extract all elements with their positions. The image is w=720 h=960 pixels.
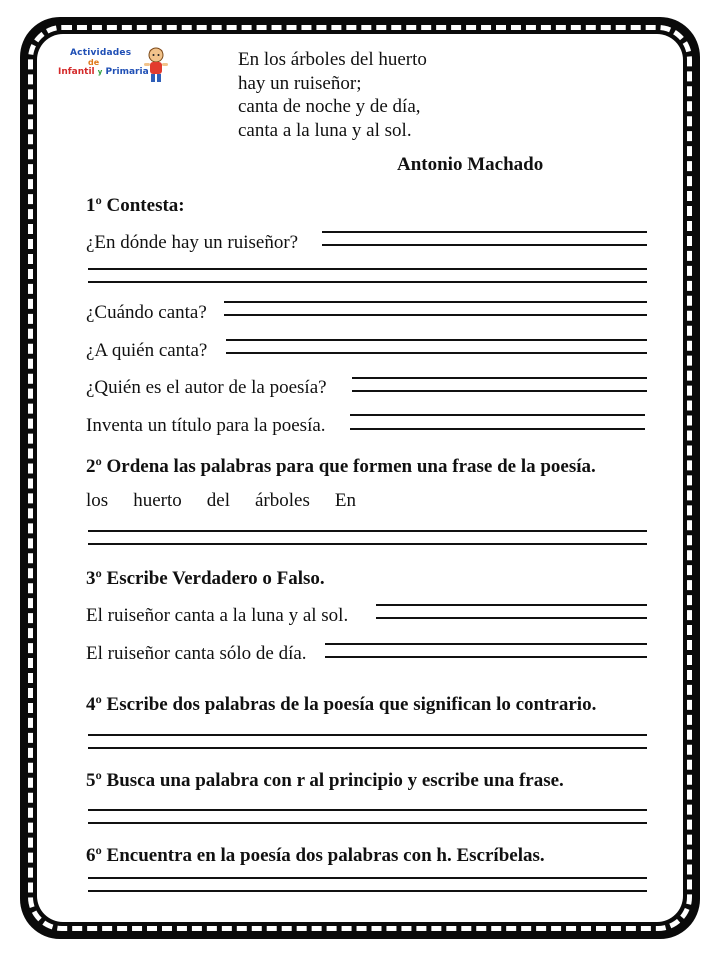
logo-line-3: Infantil y Primaria [58, 67, 149, 77]
question-when: ¿Cuándo canta? [86, 302, 207, 323]
answer-line[interactable] [350, 428, 645, 430]
poem-line: canta a la luna y al sol. [238, 119, 412, 141]
section-2-heading: 2º Ordena las palabras para que formen una frase de la poesía. [86, 456, 596, 477]
answer-line[interactable] [88, 822, 647, 824]
poem-line: En los árboles del huerto [238, 49, 427, 70]
question-where: ¿En dónde hay un ruiseñor? [86, 232, 299, 253]
answer-line[interactable] [322, 231, 647, 233]
answer-line[interactable] [226, 339, 647, 341]
question-to-whom: ¿A quién canta? [86, 340, 208, 361]
section-6-heading: 6º Encuentra en la poesía dos palabras con h. Escríbelas. [86, 845, 545, 866]
answer-line[interactable] [376, 604, 647, 606]
answer-line[interactable] [352, 390, 647, 392]
child-mascot-icon [142, 46, 170, 84]
answer-line[interactable] [88, 543, 647, 545]
answer-line[interactable] [376, 617, 647, 619]
statement-true-false: El ruiseñor canta sólo de día. [86, 643, 307, 664]
scrambled-word: los [86, 490, 109, 511]
answer-line[interactable] [88, 809, 647, 811]
answer-line[interactable] [88, 877, 647, 879]
answer-line[interactable] [325, 643, 647, 645]
answer-line[interactable] [224, 314, 647, 316]
logo-line-1: Actividades [70, 48, 132, 58]
statement-true-false: El ruiseñor canta a la luna y al sol. [86, 605, 349, 626]
question-author: ¿Quién es el autor de la poesía? [86, 377, 327, 398]
answer-line[interactable] [325, 656, 647, 658]
section-5-heading: 5º Busca una palabra con r al principio y escribe una frase. [86, 770, 564, 791]
answer-line[interactable] [88, 747, 647, 749]
poem-author: Antonio Machado [397, 154, 544, 175]
answer-line[interactable] [88, 281, 647, 283]
poem [238, 48, 427, 142]
scrambled-word: huerto [133, 490, 182, 511]
answer-line[interactable] [322, 244, 647, 246]
answer-line[interactable] [226, 352, 647, 354]
answer-line[interactable] [88, 734, 647, 736]
site-logo [58, 44, 170, 86]
answer-line[interactable] [350, 414, 645, 416]
scrambled-words [86, 490, 356, 512]
scrambled-word: En [334, 490, 356, 511]
scrambled-word: del [206, 490, 230, 511]
answer-line[interactable] [88, 268, 647, 270]
poem-line: hay un ruiseñor; [238, 72, 362, 94]
section-3-heading: 3º Escribe Verdadero o Falso. [86, 568, 325, 589]
answer-line[interactable] [88, 890, 647, 892]
answer-line[interactable] [224, 301, 647, 303]
answer-line[interactable] [352, 377, 647, 379]
logo-line-2: de [88, 58, 100, 67]
question-title: Inventa un título para la poesía. [86, 415, 326, 436]
section-4-heading: 4º Escribe dos palabras de la poesía que significan lo contrario. [86, 694, 597, 715]
scrambled-word: árboles [255, 490, 310, 511]
section-1-heading: 1º Contesta: [86, 195, 185, 216]
answer-line[interactable] [88, 530, 647, 532]
poem-line: canta de noche y de día, [238, 96, 421, 117]
